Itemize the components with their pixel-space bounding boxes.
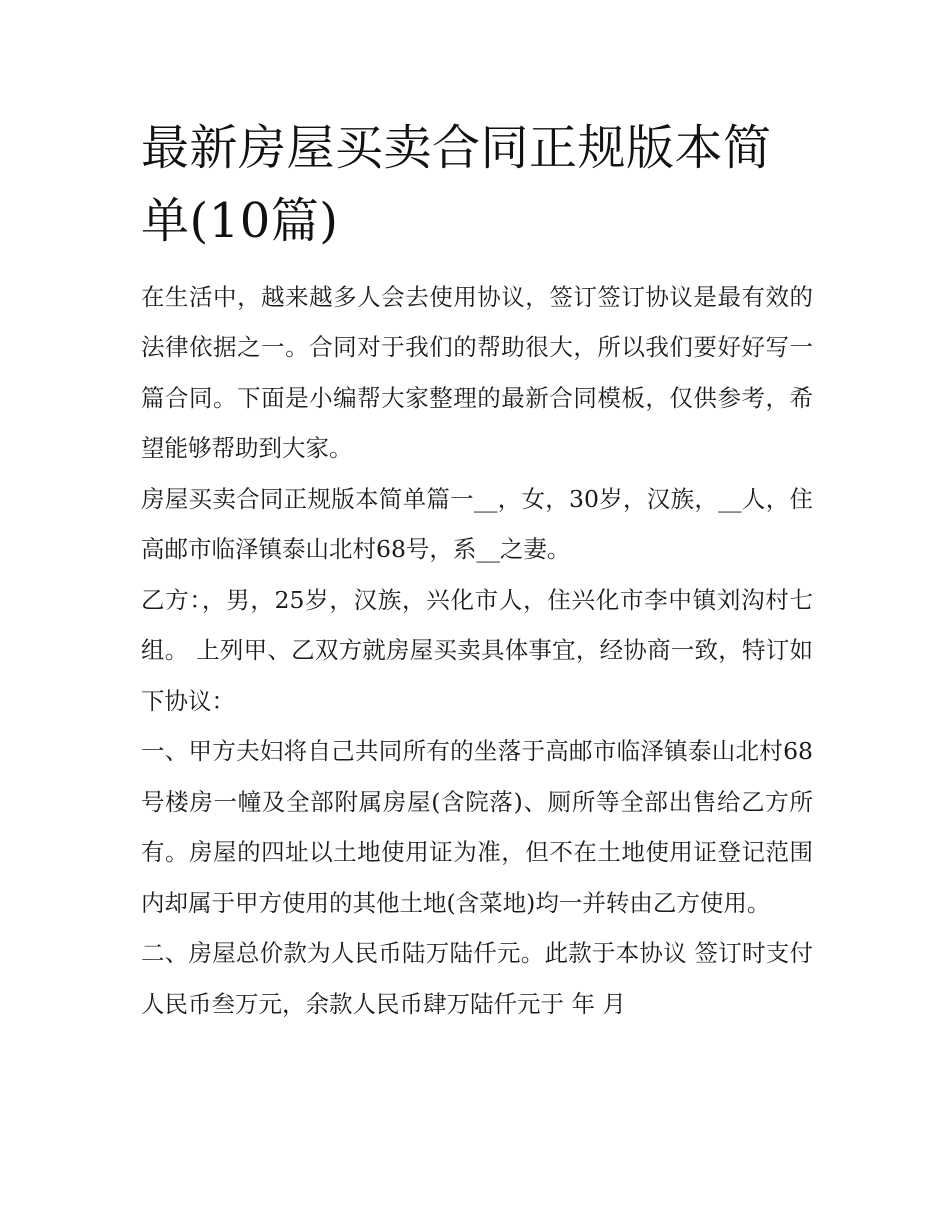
clause-one-paragraph: 一、甲方夫妇将自己共同所有的坐落于高邮市临泽镇泰山北村68号楼房一幢及全部附属房屋(含院落)、厕所等全部出售给乙方所有。房屋的四址以土地使用证为准，但不在土地使用证登记范围内却属于甲方使用的其他土地(含菜地)均一并转由乙方使用。 xyxy=(141,737,813,917)
intro-paragraph: 在生活中，越来越多人会去使用协议，签订签订协议是最有效的法律依据之一。合同对于我们的帮助很大，所以我们要好好写一篇合同。下面是小编帮大家整理的最新合同模板，仅供参考，希望能够帮助到大家。 xyxy=(141,282,813,463)
party-b-paragraph: 乙方：，男，25岁，汉族，兴化市人，住兴化市李中镇刘沟村七组。 上列甲、乙双方就房屋买卖具体事宜，经协商一致，特订如下协议： xyxy=(141,585,813,715)
party-a-paragraph: 房屋买卖合同正规版本简单篇一__，女，30岁，汉族，__人，住高邮市临泽镇泰山北村68号，系__之妻。 xyxy=(141,484,813,564)
document-body xyxy=(141,112,813,1029)
document-title: 最新房屋买卖合同正规版本简单(10篇) xyxy=(141,120,772,249)
clause-two-paragraph: 二、房屋总价款为人民币陆万陆仟元。此款于本协议 签订时支付人民币叁万元，余款人民币肆万陆仟元于 年 月 xyxy=(141,939,813,1018)
